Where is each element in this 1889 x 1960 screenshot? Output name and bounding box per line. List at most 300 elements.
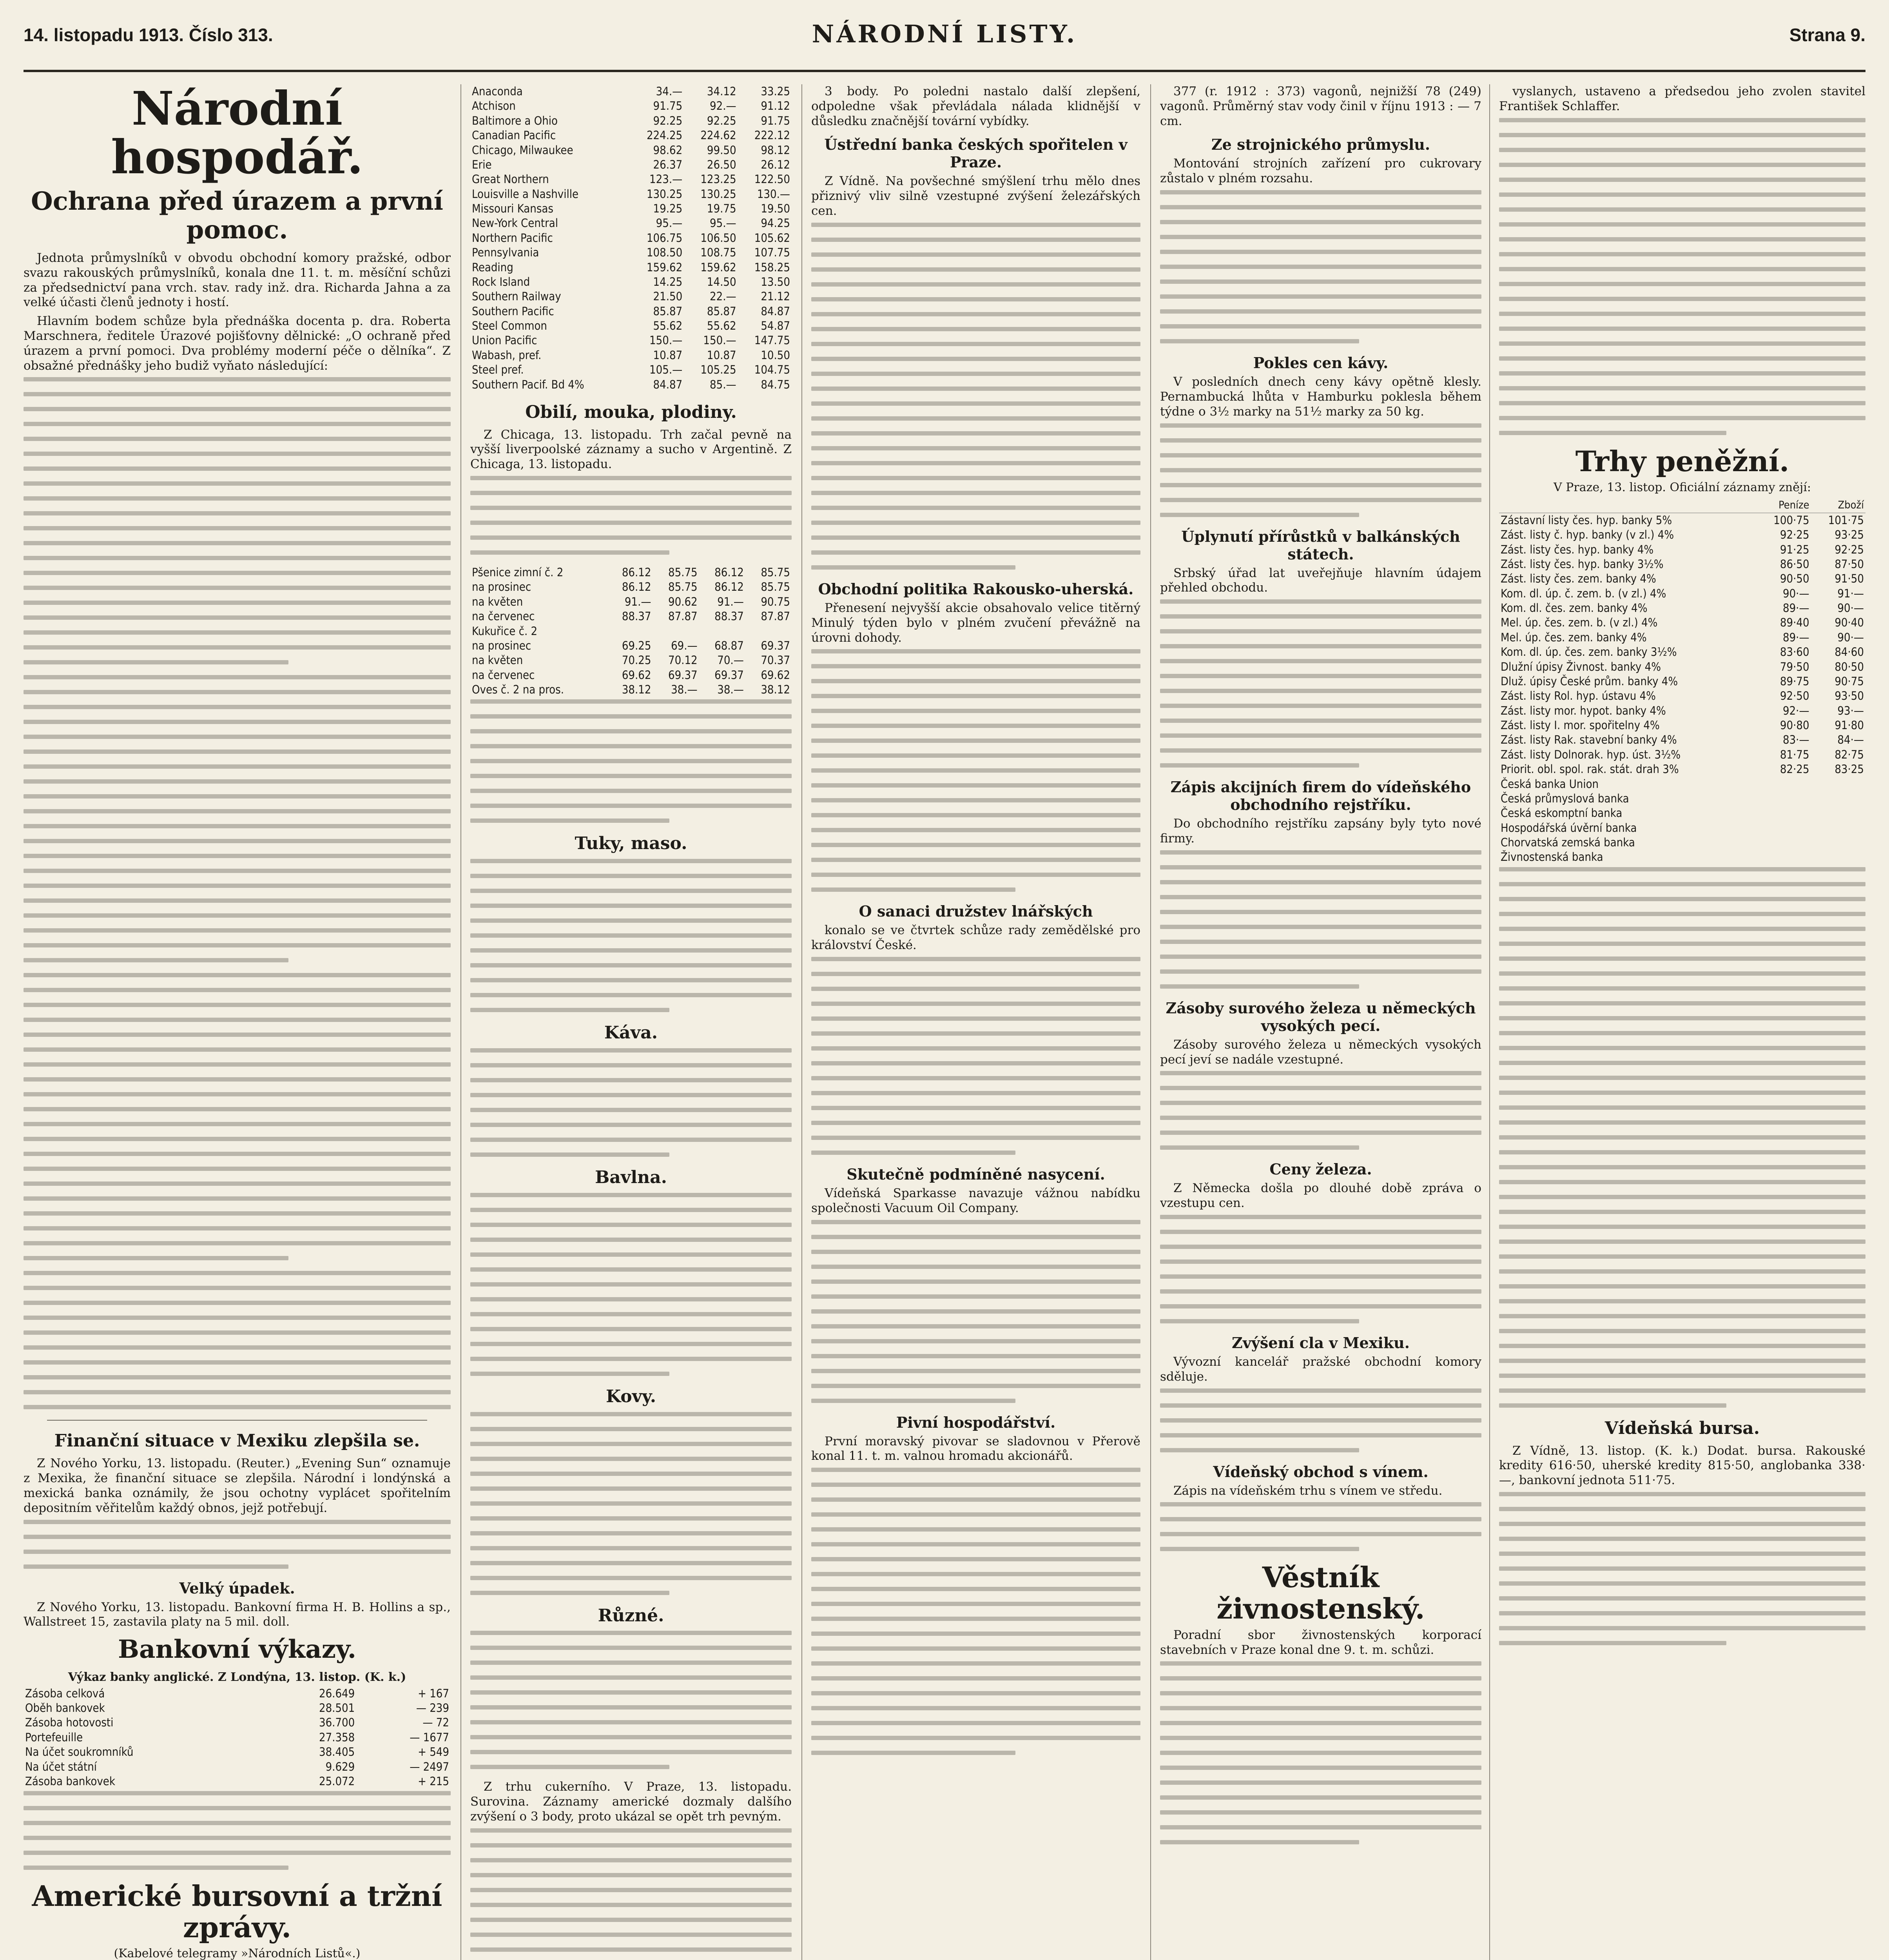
article-title: Obchodní politika Rakousko-uherská.	[818, 580, 1134, 598]
row-label: Zásoba celková	[25, 1686, 105, 1700]
row-label: Zást. listy č. hyp. banky (v zl.) 4%	[1501, 528, 1674, 542]
row-value: 90·—	[1782, 586, 1809, 600]
row-value	[699, 624, 745, 639]
row-value: 82·25	[1780, 762, 1809, 776]
article-title: Vídeňský obchod s vínem.	[1213, 1463, 1429, 1481]
row-label: Hospodářská úvěrní banka	[1501, 821, 1637, 835]
row-value: 10.50	[761, 348, 790, 362]
row-value: 123.—	[649, 172, 683, 186]
row-value: 85.87	[707, 304, 736, 318]
row-value: 69.—	[671, 639, 698, 652]
row-value	[1858, 791, 1865, 806]
row-value: 108.75	[700, 246, 736, 260]
row-value	[1858, 821, 1865, 835]
article-paragraph: V posledních dnech ceny kávy opětně klesly. Pernambucká lhůta v Hamburku poklesla během týdne o 3½ marky na 51½ marky za 50 kg.	[1160, 375, 1481, 419]
row-value: 86.12	[714, 580, 744, 594]
table-row	[24, 1715, 451, 1730]
article-title: Velký úpadek.	[179, 1579, 295, 1597]
row-label: Česká banka Union	[1501, 777, 1599, 791]
row-value: 95.—	[656, 216, 683, 230]
article-title: Ústřední banka českých spořitelen v Praze.	[824, 136, 1128, 171]
row-value: 38.405	[319, 1745, 355, 1759]
bond-quotes-table	[1499, 498, 1865, 777]
row-value: 34.—	[656, 85, 683, 98]
row-value: 90·80	[1780, 719, 1809, 732]
row-value: 85.87	[653, 304, 683, 318]
article-paragraph: Zápis na vídeňském trhu s vínem ve středu.	[1173, 1483, 1443, 1498]
row-value: 87.87	[761, 610, 790, 623]
column-divider	[801, 84, 802, 1960]
row-label: Zást. listy Dolnorak. hyp. úst. 3½%	[1501, 748, 1681, 761]
row-value: 92·25	[1780, 528, 1809, 542]
row-value: 89·40	[1780, 616, 1809, 630]
row-value: 21.50	[653, 290, 683, 303]
row-value: 84.75	[761, 377, 790, 391]
table-row	[1499, 557, 1865, 572]
row-label: Baltimore a Ohio	[472, 114, 558, 127]
row-value	[653, 624, 699, 639]
article-paragraph: Poradní sbor živnostenských korporací stavebních v Praze konal dne 9. t. m. schůzi.	[1160, 1628, 1481, 1657]
row-value: 80·50	[1835, 660, 1864, 673]
table-row	[470, 348, 792, 363]
row-value: 86.12	[714, 566, 744, 579]
row-value: 93·50	[1835, 689, 1864, 703]
issue-date: 14. listopadu 1913. Číslo 313.	[24, 25, 273, 45]
row-label: na květen	[472, 595, 523, 608]
row-label: Chicago, Milwaukee	[472, 143, 573, 157]
row-value: 86·50	[1780, 557, 1809, 571]
table-row	[470, 201, 792, 216]
row-value: 159.62	[646, 260, 683, 274]
row-value: 85.—	[710, 377, 736, 391]
row-value: 69.37	[761, 639, 790, 652]
row-value: 91·—	[1837, 586, 1864, 600]
article-title: Ze strojnického průmyslu.	[1211, 136, 1430, 154]
row-value: 98.12	[761, 143, 790, 157]
row-value	[1850, 806, 1858, 820]
table-row	[24, 1760, 451, 1774]
row-value: 85.75	[761, 580, 790, 594]
row-value: 91.—	[624, 595, 651, 608]
row-value: 19.50	[761, 202, 790, 215]
section-subheading: V Praze, 13. listop. Oficiální záznamy znějí:	[1554, 480, 1811, 494]
row-value	[606, 624, 653, 639]
table-row	[470, 595, 792, 609]
row-value	[1858, 850, 1865, 864]
article-paragraph: Z Nového Yorku, 13. listopadu. (Reuter.) „Evening Sun“ oznamuje z Mexika, že finanční situace se zlepšila. Národní i londýnská a mexická banka oznámily, že jsou ochotny vyplácet spořitelním depositním věřitelům každý obnos, jejž potřebují.	[24, 1456, 451, 1515]
section-heading: Obilí, mouka, plodiny.	[525, 402, 737, 422]
table-row	[470, 624, 792, 639]
row-value: 83·25	[1835, 762, 1864, 776]
article-paragraph: Z Nového Yorku, 13. listopadu. Bankovní firma H. B. Hollins a sp., Wallstreet 15, zastavila platy na 5 mil. doll.	[24, 1600, 451, 1629]
table-row	[470, 668, 792, 682]
row-value: 91.75	[653, 99, 683, 113]
row-label: Reading	[472, 260, 513, 274]
row-value: 107.75	[754, 246, 790, 260]
table-row	[1499, 572, 1865, 586]
row-value: 26.37	[653, 158, 683, 171]
article-title: Pivní hospodářství.	[896, 1413, 1056, 1431]
row-value: 90·40	[1835, 616, 1864, 630]
row-label: Southern Railway	[472, 290, 561, 303]
row-value	[1858, 835, 1865, 850]
table-row	[470, 653, 792, 668]
article-paragraph: Přenesení nejvyšší akcie obsahovalo velice titěrný Minulý týden bylo v plném zvučení převážně na úrovni dohody.	[811, 601, 1140, 645]
row-label: Southern Pacif. Bd 4%	[472, 377, 584, 391]
row-value: 92.25	[707, 114, 736, 127]
article-paragraph: Jednota průmyslníků v obvodu obchodní komory pražské, odbor svazu rakouských průmyslníků, konala dne 11. t. m. měsíční schůzi za předsednictví pana vrch. stav. rady inž. dra. Richarda Jahna a za velké účasti členů jednoty i hostí.	[24, 250, 451, 310]
section-heading: Trhy peněžní.	[1575, 444, 1789, 478]
section-heading: Věstník živnostenský.	[1216, 1561, 1425, 1625]
row-value: 27.358	[319, 1730, 355, 1744]
row-value: — 2497	[410, 1760, 449, 1773]
masthead: NÁRODNÍ LISTY.	[812, 20, 1077, 48]
row-value: 19.75	[707, 202, 736, 215]
row-value: 105.25	[700, 363, 736, 377]
row-value: 91.75	[761, 114, 790, 127]
article-paragraph: Vídeňská Sparkasse navazuje vážnou nabídku společnosti Vacuum Oil Company.	[811, 1186, 1140, 1215]
section-heading: Kovy.	[605, 1386, 656, 1406]
article-title: Ochrana před úrazem a první pomoc.	[31, 186, 443, 245]
row-value: 92·50	[1780, 689, 1809, 703]
row-value: 150.—	[703, 334, 736, 347]
row-value: 70.12	[668, 653, 698, 667]
row-value: 91·50	[1835, 572, 1864, 586]
row-value: 91·25	[1780, 543, 1809, 556]
row-label: Zást. listy Rak. stavební banky 4%	[1501, 733, 1677, 747]
table-row	[1499, 762, 1865, 777]
bank-statement-table	[24, 1686, 451, 1789]
row-label: na prosinec	[472, 580, 531, 594]
row-label: Rock Island	[472, 275, 530, 289]
row-label: Zást. listy mor. hypot. banky 4%	[1501, 704, 1666, 717]
table-row	[470, 114, 792, 128]
row-value: 94.25	[761, 216, 790, 230]
row-value: 79·50	[1780, 660, 1809, 673]
row-value: 122.50	[754, 172, 790, 186]
table-row	[470, 565, 792, 580]
row-label: Mel. úp. čes. zem. b. (v zl.) 4%	[1501, 616, 1658, 630]
row-label: Steel pref.	[472, 363, 524, 377]
row-value: 38.12	[622, 683, 651, 697]
row-value	[1858, 806, 1865, 820]
table-row	[470, 187, 792, 201]
article-paragraph: 3 body. Po poledni nastalo další zlepšení, odpoledne však převládala nálada klidnější v důsledku značnější tovární vybídky.	[811, 84, 1140, 128]
table-row	[470, 363, 792, 377]
row-value: 36.700	[319, 1716, 355, 1730]
row-value: 105.62	[754, 231, 790, 245]
row-value: 99.50	[707, 143, 736, 157]
railroad-quotes-table	[470, 84, 792, 392]
row-value: 85.75	[668, 566, 698, 579]
table-row	[24, 1730, 451, 1745]
row-value: 91.—	[717, 595, 744, 608]
table-row	[470, 128, 792, 143]
row-value: 38.—	[671, 683, 698, 697]
row-label: Na účet státní	[25, 1760, 97, 1773]
table-row	[470, 580, 792, 594]
row-label: na květen	[472, 653, 523, 667]
table-row	[1499, 850, 1865, 864]
row-label: Zást. listy Rol. hyp. ústavu 4%	[1501, 689, 1656, 703]
table-row	[24, 1774, 451, 1789]
row-value: 22.—	[710, 290, 736, 303]
row-label: Zásoba bankovek	[25, 1774, 115, 1788]
row-value: 26.649	[319, 1686, 355, 1700]
row-label: Kom. dl. úp. č. zem. b. (v zl.) 4%	[1501, 586, 1666, 600]
row-label: Kom. dl. úp. čes. zem. banky 3½%	[1501, 645, 1677, 659]
row-value: 95.—	[710, 216, 736, 230]
article-paragraph: Z Vídně. Na povšechné smýšlení trhu mělo dnes přiznivý vliv silně vzestupné zvýšení železářských cen.	[811, 174, 1140, 218]
row-value: 21.12	[761, 290, 790, 303]
row-value: 69.37	[668, 668, 698, 682]
row-value: 89·—	[1782, 601, 1809, 615]
row-value: 87·50	[1835, 557, 1864, 571]
table-row	[470, 377, 792, 392]
row-value: 19.25	[653, 202, 683, 215]
row-value: 84.87	[761, 304, 790, 318]
row-value: 86.12	[622, 580, 651, 594]
row-label: na prosinec	[472, 639, 531, 652]
row-value	[1850, 821, 1858, 835]
row-value: 222.12	[754, 129, 790, 142]
row-label: Česká eskomptní banka	[1501, 806, 1623, 820]
article-title: Zvýšení cla v Mexiku.	[1231, 1334, 1410, 1352]
row-label: Česká průmyslová banka	[1501, 791, 1629, 805]
row-value: 14.25	[653, 275, 683, 289]
row-value: 123.25	[700, 172, 736, 186]
header-rule	[24, 70, 1865, 72]
column-header: Peníze	[1756, 498, 1811, 513]
row-label: Chorvatská zemská banka	[1501, 836, 1635, 849]
article-paragraph: Z Německa došla po dlouhé době zpráva o vzestupu cen.	[1160, 1181, 1481, 1210]
article-paragraph: vyslanych, ustaveno a předsedou jeho zvolen stavitel František Schlaffer.	[1499, 84, 1865, 113]
table-row	[470, 639, 792, 653]
row-label: Živnostenská banka	[1501, 850, 1603, 864]
row-value: 224.62	[700, 129, 736, 142]
row-value: 159.62	[700, 260, 736, 274]
row-value	[1850, 777, 1858, 791]
row-value: 34.12	[707, 85, 736, 98]
row-value: 69.25	[622, 639, 651, 652]
article-paragraph: konalo se ve čtvrtek schůze rady zemědělské pro království České.	[811, 923, 1140, 953]
table-row	[1499, 660, 1865, 674]
row-value: 70.25	[622, 653, 651, 667]
row-label: Priorit. obl. spol. rak. stát. drah 3%	[1501, 762, 1679, 776]
row-value: 38.12	[761, 683, 790, 697]
row-label: Zást. listy čes. hyp. banky 3½%	[1501, 557, 1664, 571]
section-heading: Káva.	[604, 1023, 658, 1043]
table-row	[1499, 704, 1865, 718]
table-row	[470, 84, 792, 99]
table-row	[24, 1701, 451, 1715]
column-header	[1499, 498, 1756, 513]
row-value: 93·—	[1837, 704, 1864, 717]
table-row	[1499, 689, 1865, 703]
row-value: — 239	[416, 1701, 449, 1715]
column-divider	[460, 84, 461, 1960]
column-divider	[1150, 84, 1151, 1960]
row-value: + 215	[418, 1774, 449, 1788]
row-value: 68.87	[714, 639, 744, 652]
row-value: 90·—	[1837, 601, 1864, 615]
table-row	[470, 682, 792, 697]
row-value: 83·60	[1780, 645, 1809, 659]
table-caption: Výkaz banky anglické. Z Londýna, 13. listop. (K. k.)	[68, 1670, 406, 1684]
row-value: 91·80	[1835, 719, 1864, 732]
row-label: Pšenice zimní č. 2	[472, 566, 564, 579]
row-value: — 72	[422, 1716, 449, 1730]
article-paragraph: Hlavním bodem schůze byla přednáška docenta p. dra. Roberta Marschnera, ředitele Úrazové pojišťovny dělnické: „O ochraně před úrazem a první pomoci. Dva problémy moderní péče o dělníka“. Z obsažné přednášky jeho budiž vyňato následující:	[24, 314, 451, 373]
column-4	[1160, 84, 1481, 1960]
row-value: 69.62	[761, 668, 790, 682]
article-paragraph: 377 (r. 1912 : 373) vagonů, nejnižší 78 (249) vagonů. Průměrný stav vody činil v říjnu 1913 : — 7 cm.	[1160, 84, 1481, 128]
table-row	[1499, 615, 1865, 630]
row-value	[1850, 835, 1858, 850]
article-title: Úplynutí přírůstků v balkánských státech.	[1181, 527, 1460, 563]
row-label: New-York Central	[472, 216, 558, 230]
table-row	[1499, 835, 1865, 850]
row-value: 89·—	[1782, 630, 1809, 644]
row-value: 84·60	[1835, 645, 1864, 659]
row-value: 82·75	[1835, 748, 1864, 761]
row-value: 13.50	[761, 275, 790, 289]
article-title: O sanaci družstev lnářských	[859, 902, 1093, 920]
row-value: 26.12	[761, 158, 790, 171]
row-value: 70.—	[717, 653, 744, 667]
table-row	[1499, 733, 1865, 747]
row-label: Missouri Kansas	[472, 202, 553, 215]
row-value: 158.25	[754, 260, 790, 274]
row-value: 69.62	[622, 668, 651, 682]
row-value: 90.62	[668, 595, 698, 608]
row-value: 89·75	[1780, 674, 1809, 688]
row-value: 106.50	[700, 231, 736, 245]
row-value: 9.629	[325, 1760, 355, 1773]
row-value: 130.25	[700, 187, 736, 201]
row-value: 14.50	[707, 275, 736, 289]
page-number: Strana 9.	[1789, 25, 1865, 45]
article-title: Finanční situace v Mexiku zlepšila se.	[54, 1431, 420, 1451]
table-row	[470, 260, 792, 275]
table-row	[470, 172, 792, 187]
article-paragraph: Do obchodního rejstříku zapsány byly tyto nové firmy.	[1160, 817, 1481, 846]
table-row	[470, 143, 792, 158]
row-label: Erie	[472, 158, 492, 171]
row-value: 108.50	[646, 246, 683, 260]
row-value: 54.87	[761, 319, 790, 332]
row-value: 28.501	[319, 1701, 355, 1715]
row-value: 147.75	[754, 334, 790, 347]
row-label: Portefeuille	[25, 1730, 83, 1744]
row-label: Kukuřice č. 2	[472, 624, 538, 638]
row-label: Wabash, pref.	[472, 348, 542, 362]
row-label: Na účet soukromníků	[25, 1745, 134, 1759]
table-row	[470, 289, 792, 304]
row-label: Mel. úp. čes. zem. banky 4%	[1501, 630, 1647, 644]
table-row	[1499, 674, 1865, 689]
table-row	[1499, 821, 1865, 835]
article-paragraph: Z Chicaga, 13. listopadu. Trh začal pevně na vyšší liverpoolské záznamy a sucho v Argentině. Z Chicaga, 13. listopadu.	[470, 427, 792, 472]
section-heading: Bankovní výkazy.	[118, 1635, 357, 1664]
row-label: Pennsylvania	[472, 246, 539, 260]
row-value: 92.—	[710, 99, 736, 113]
row-value	[1858, 777, 1865, 791]
table-row	[470, 245, 792, 260]
row-value: 69.37	[714, 668, 744, 682]
row-value: 101·75	[1828, 513, 1864, 527]
row-value	[1850, 850, 1858, 864]
section-heading: Bavlna.	[595, 1167, 667, 1188]
row-value: 130.—	[757, 187, 790, 201]
row-value: 55.62	[653, 319, 683, 332]
grain-quotes-table	[470, 565, 792, 697]
row-label: Union Pacific	[472, 334, 537, 347]
row-value: 87.87	[668, 610, 698, 623]
row-value: + 167	[418, 1686, 449, 1700]
article-paragraph: Montování strojních zařízení pro cukrovary zůstalo v plném rozsahu.	[1160, 156, 1481, 186]
section-heading: Vídeňská bursa.	[1604, 1418, 1760, 1438]
article-paragraph: Srbský úřad lat uveřejňuje hlavním údajem přehled obchodu.	[1160, 566, 1481, 595]
row-value: 88.37	[714, 610, 744, 623]
table-row	[470, 609, 792, 624]
article-title: Zásoby surového železa u německých vysokých pecí.	[1166, 999, 1476, 1034]
column-divider	[1489, 84, 1490, 1960]
row-value: 83·—	[1782, 733, 1809, 747]
row-value: + 549	[418, 1745, 449, 1759]
row-label: Oves č. 2 na pros.	[472, 683, 564, 697]
row-value: 88.37	[622, 610, 651, 623]
table-row	[470, 216, 792, 230]
table-row	[470, 319, 792, 333]
table-row	[470, 275, 792, 289]
table-row	[1499, 791, 1865, 806]
row-value: 33.25	[761, 85, 790, 98]
article-title: Zápis akcijních firem do vídeňského obchodního rejstříku.	[1170, 778, 1471, 814]
table-row	[470, 304, 792, 319]
row-value: 104.75	[754, 363, 790, 377]
text-block-placeholder	[24, 377, 451, 1409]
row-value: 106.75	[646, 231, 683, 245]
article-paragraph: První moravský pivovar se sladovnou v Přerově konal 11. t. m. valnou hromadu akcionářů.	[811, 1434, 1140, 1463]
table-row	[1499, 630, 1865, 645]
row-value: 92·—	[1782, 704, 1809, 717]
column-3	[811, 84, 1140, 1960]
table-row	[1499, 748, 1865, 762]
table-row	[24, 1686, 451, 1701]
row-value: 130.25	[646, 187, 683, 201]
row-label: na červenec	[472, 668, 535, 682]
row-value	[745, 624, 792, 639]
row-label: Canadian Pacific	[472, 129, 556, 142]
row-value	[1850, 791, 1858, 806]
table-row	[1499, 806, 1865, 820]
article-title: Pokles cen kávy.	[1253, 354, 1389, 372]
row-label: Louisville a Nashville	[472, 187, 579, 201]
bank-shares-table	[1499, 777, 1865, 865]
row-label: Dluž. úpisy České prům. banky 4%	[1501, 674, 1678, 688]
row-label: Northern Pacific	[472, 231, 553, 245]
row-value: 224.25	[646, 129, 683, 142]
row-label: Great Northern	[472, 172, 549, 186]
article-paragraph: Vývozní kancelář pražské obchodní komory sděluje.	[1160, 1355, 1481, 1384]
row-value: 90·50	[1780, 572, 1809, 586]
row-value: — 1677	[410, 1730, 449, 1744]
row-label: Steel Common	[472, 319, 547, 332]
row-label: Anaconda	[472, 85, 523, 98]
row-value: 93·25	[1835, 528, 1864, 542]
section-heading: Tuky, maso.	[575, 833, 687, 854]
